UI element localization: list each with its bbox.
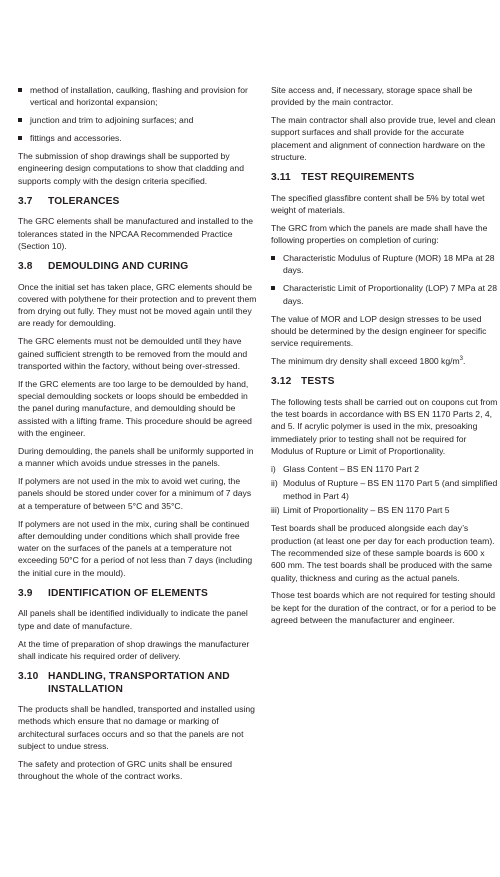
- section-heading-handling: [18, 671, 258, 696]
- section-number: 3.11: [271, 172, 291, 184]
- paragraph: The GRC elements shall be manufactured and installed to the tolerances stated in the NPCAA Recommended Practice (Section 10).: [18, 216, 254, 251]
- section-title: HANDLING, TRANSPORTATION AND INSTALLATION: [48, 671, 230, 695]
- paragraph: At the time of preparation of shop drawings the manufacturer shall indicate his required order of delivery.: [18, 638, 250, 661]
- section-number: 3.9: [18, 588, 33, 600]
- paragraph: If polymers are not used in the mix, curing shall be continued after demoulding under conditions which shall provide free water on the surfaces of the panels at a temperature not exceeding 50°C for a period of not less than 7 days (including the initial cure in the mould).: [18, 518, 253, 578]
- list-item: fittings and accessories.: [18, 132, 258, 144]
- paragraph: The products shall be handled, transported and installed using methods which ensure that no damage or marking of architectural surfaces occurs and so that the panels are not subject to undue stress.: [18, 704, 255, 751]
- properties-list: [271, 252, 500, 307]
- section-number: 3.8: [18, 261, 33, 273]
- list-item: Characteristic Limit of Proportionality (LOP) 7 MPa at 28 days.: [271, 282, 500, 307]
- paragraph: Once the initial set has taken place, GRC elements should be covered with polythene for their protection and to prevent them from drying out fully. They must not be moved again until they are ready for demoulding.: [18, 281, 257, 329]
- list-item: [271, 504, 500, 516]
- list-item: method of installation, caulking, flashing and provision for vertical and horizontal expansion;: [18, 84, 258, 109]
- list-marker: ii): [271, 478, 278, 489]
- superscript: 3: [459, 356, 464, 363]
- section-number: 3.12: [271, 376, 292, 388]
- list-marker: iii): [271, 505, 280, 516]
- section-heading-tests: [271, 376, 500, 388]
- density-text: The minimum dry density shall exceed 1800 kg/m: [271, 356, 460, 367]
- section-heading-demoulding: [18, 261, 258, 273]
- paragraph: The specified glassfibre content shall be 5% by total wet weight of materials.: [271, 192, 485, 216]
- paragraph-density: [271, 355, 500, 367]
- section-title: DEMOULDING AND CURING: [48, 261, 189, 273]
- paragraph: The value of MOR and LOP design stresses to be used should be determined by the design engineer for specific service requirements.: [271, 313, 487, 349]
- section-heading-tolerances: [18, 196, 258, 208]
- paragraph: All panels shall be identified individually to indicate the panel type and date of manufacture.: [18, 608, 248, 631]
- paragraph: If polymers are not used in the mix to avoid wet curing, the panels should be stored under cover for a minimum of 7 days at a temperature of between 5°C and 35°C.: [18, 476, 252, 511]
- paragraph: Test boards shall be produced alongside each day’s production (at least one per day for each production team). The recommended size of these sample boards is 600 x 600 mm. The test boards shall be produced with the same quality, thickness and curing as the actual panels.: [271, 523, 495, 583]
- section-title: TESTS: [301, 376, 335, 388]
- paragraph: If the GRC elements are too large to be demoulded by hand, special demoulding sockets or loops should be embedded in the panel during manufacture, and demoulding should be assisted with a lifting frame. This procedure should be agreed with the engineer.: [18, 378, 252, 439]
- paragraph: The submission of shop drawings shall be supported by engineering design computations to show that cladding and supports comply with the design criteria specified.: [18, 150, 244, 186]
- list-item: [271, 463, 500, 475]
- paragraph: Site access and, if necessary, storage space shall be provided by the main contractor.: [271, 85, 473, 108]
- list-text: Glass Content – BS EN 1170 Part 2: [283, 463, 419, 474]
- paragraph: Those test boards which are not required for testing should be kept for the duration of the contract, or for a period to be agreed between the manufacturer and engineer.: [271, 590, 497, 626]
- section-heading-identification: [18, 588, 258, 600]
- paragraph: The main contractor shall also provide true, level and clean support surfaces and shall provide for the accurate placement and alignment of connection hardware on the structure.: [271, 115, 496, 163]
- section-number: 3.7: [18, 195, 33, 207]
- section-title: IDENTIFICATION OF ELEMENTS: [48, 588, 208, 600]
- section-title: TOLERANCES: [48, 195, 120, 207]
- paragraph: The safety and protection of GRC units shall be ensured throughout the whole of the contract works.: [18, 758, 233, 782]
- section-heading-test-requirements: [271, 172, 500, 184]
- tests-list: [271, 463, 500, 517]
- list-text: Limit of Proportionality – BS EN 1170 Part 5: [283, 505, 450, 516]
- list-text: Modulus of Rupture – BS EN 1170 Part 5 (and simplified method in Part 4): [283, 478, 498, 501]
- list-marker: i): [271, 463, 276, 474]
- paragraph: During demoulding, the panels shall be uniformly supported in a manner which avoids undue stresses in the panels.: [18, 445, 254, 469]
- submission-list: [18, 84, 258, 144]
- paragraph: The GRC from which the panels are made shall have the following properties on completion of curing:: [271, 222, 488, 246]
- period: .: [463, 356, 466, 367]
- paragraph: The GRC elements must not be demoulded until they have gained sufficient strength to be removed from the mould and transported within the factory, without being over-stressed.: [18, 336, 248, 371]
- section-number: 3.10: [18, 671, 39, 683]
- left-column: [18, 84, 258, 788]
- list-item: [271, 477, 500, 502]
- list-item: junction and trim to adjoining surfaces; and: [18, 114, 258, 126]
- list-item: Characteristic Modulus of Rupture (MOR) 18 MPa at 28 days.: [271, 252, 500, 277]
- section-title: TEST REQUIREMENTS: [301, 172, 415, 184]
- paragraph: The following tests shall be carried out on coupons cut from the test boards in accordance with BS EN 1170 Parts 2, 4, and 5. If acrylic polymer is used in the mix, presoaking immediately prior to testing shall not be required for Modulus of Rupture or Limit of Proportionality.: [271, 396, 498, 456]
- right-column: [271, 84, 500, 632]
